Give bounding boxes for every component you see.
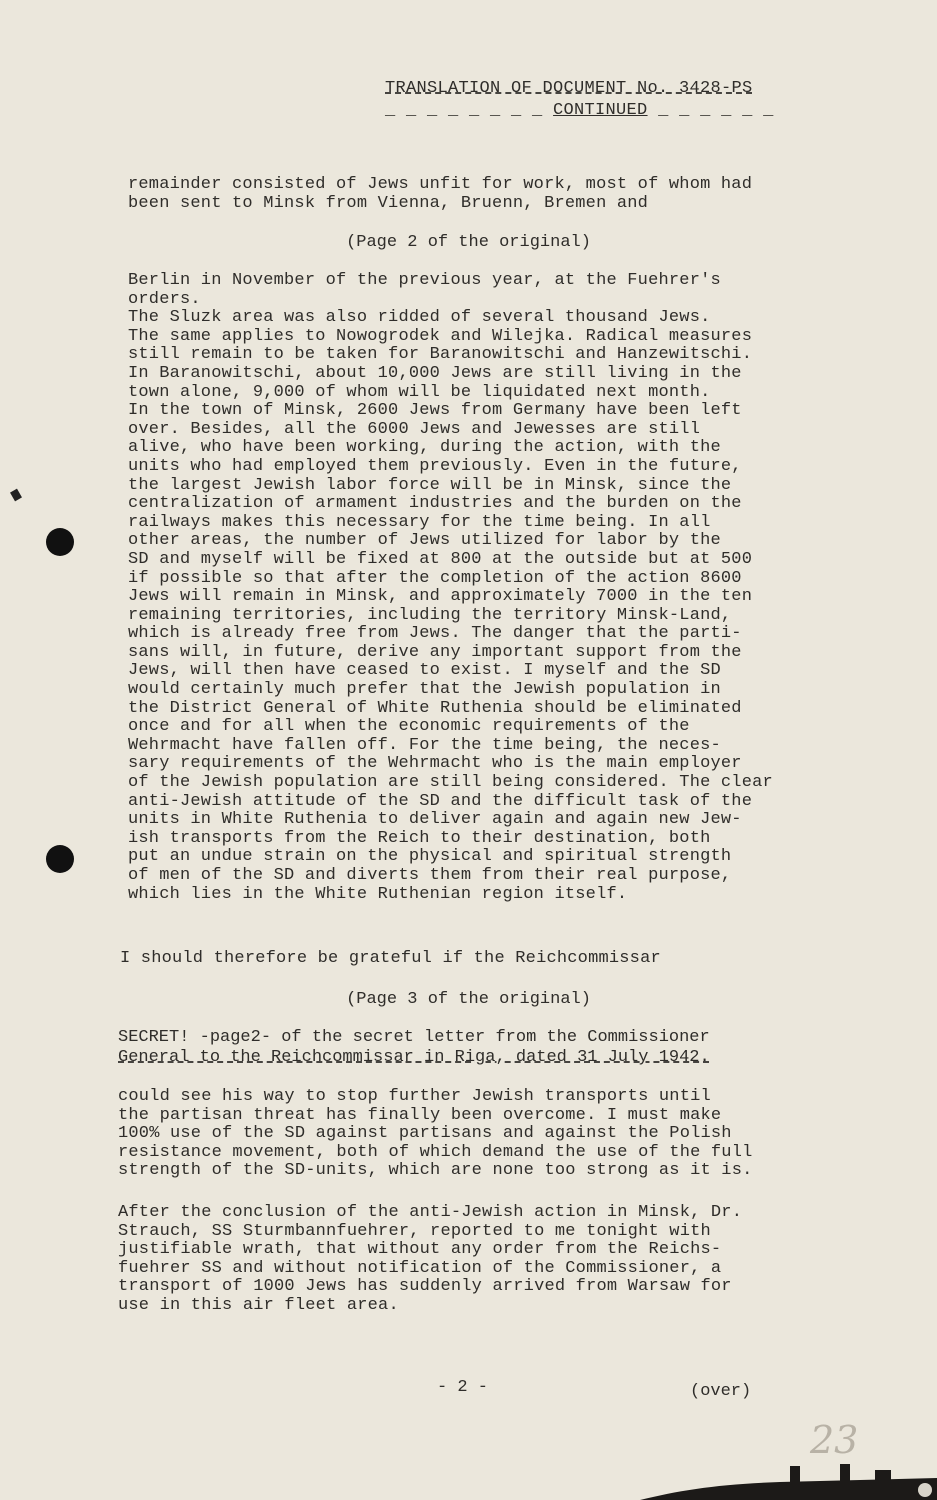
text-line: alive, who have been working, during the action, with the [128, 438, 721, 458]
text-line: The same applies to Nowogrodek and Wilejka. Radical measures [128, 326, 753, 346]
text-line: Jews will remain in Minsk, and approximately 7000 in the ten [128, 587, 753, 607]
secret-line-2: General to the Reichcommissar in Riga, dated 31 July 1942. [118, 1048, 710, 1067]
text-line: been sent to Minsk from Vienna, Bruenn, Bremen and [128, 194, 649, 213]
text-line: anti-Jewish attitude of the SD and the difficult task of the [128, 791, 753, 811]
text-line: Strauch, SS Sturmbannfuehrer, reported to me tonight with [118, 1221, 711, 1241]
binding-edge [640, 1460, 937, 1500]
ink-mark [10, 489, 22, 502]
text-line: which lies in the White Ruthenian region itself. [128, 884, 628, 904]
page-2-marker: (Page 2 of the original) [346, 233, 591, 252]
paragraph-4 [118, 1088, 833, 1181]
document-subtitle-line [385, 100, 795, 122]
punch-hole-lower [46, 845, 74, 873]
punch-hole-upper [46, 528, 74, 556]
text-line: of the Jewish population are still being considered. The clear [128, 773, 773, 793]
text-line: the District General of White Ruthenia should be eliminated [128, 698, 742, 718]
handwritten-number: 23 [810, 1418, 859, 1462]
continued-label: CONTINUED [553, 101, 648, 120]
over-note: (over) [690, 1382, 752, 1401]
text-line: the partisan threat has finally been overcome. I must make [118, 1105, 722, 1125]
text-line: over. Besides, all the 6000 Jews and Jewesses are still [128, 419, 701, 439]
text-line: strength of the SD-units, which are none too strong as it is. [118, 1161, 753, 1181]
paragraph-3: I should therefore be grateful if the Reichcommissar [120, 949, 661, 968]
text-line: Jews, will then have ceased to exist. I myself and the SD [128, 661, 721, 681]
dashes-right: _ _ _ _ _ _ [658, 101, 774, 120]
page-3-marker: (Page 3 of the original) [346, 990, 591, 1009]
text-line: still remain to be taken for Baranowitschi and Hanzewitschi. [128, 345, 753, 365]
text-line: put an undue strain on the physical and spiritual strength [128, 847, 732, 867]
text-line: 100% use of the SD against partisans and against the Polish [118, 1124, 732, 1144]
text-line: fuehrer SS and without notification of the Commissioner, a [118, 1258, 722, 1278]
dashes-left: _ _ _ _ _ _ _ _ [385, 101, 543, 120]
text-line: which is already free from Jews. The danger that the parti- [128, 624, 742, 644]
text-line: would certainly much prefer that the Jewish population in [128, 680, 721, 700]
text-line: sans will, in future, derive any important support from the [128, 642, 742, 662]
secret-line-1: SECRET! -page2- of the secret letter from the Commissioner [118, 1028, 710, 1047]
text-line: remaining territories, including the territory Minsk-Land, [128, 605, 732, 625]
text-line: of men of the SD and diverts them from their real purpose, [128, 866, 732, 885]
text-line: units who had employed them previously. Even in the future, [128, 456, 742, 476]
text-line: use in this air fleet area. [118, 1295, 399, 1315]
text-line: other areas, the number of Jews utilized for labor by the [128, 531, 721, 551]
document-header [385, 78, 795, 122]
text-line: In the town of Minsk, 2600 Jews from Germany have been left [128, 401, 742, 421]
paragraph-5 [118, 1204, 833, 1316]
text-line: sary requirements of the Wehrmacht who is the main employer [128, 754, 742, 774]
paragraph-1 [128, 175, 843, 213]
text-line: the largest Jewish labor force will be in Minsk, since the [128, 475, 732, 495]
text-line: could see his way to stop further Jewish transports until [118, 1087, 711, 1106]
text-line: orders. [128, 289, 201, 309]
text-line: Berlin in November of the previous year, at the Fuehrer's [128, 271, 721, 290]
text-line: town alone, 9,000 of whom will be liquidated next month. [128, 382, 711, 402]
text-line: units in White Ruthenia to deliver again and again new Jew- [128, 810, 742, 830]
text-line: ish transports from the Reich to their destination, both [128, 828, 711, 848]
text-line: transport of 1000 Jews has suddenly arrived from Warsaw for [118, 1277, 732, 1297]
text-line: justifiable wrath, that without any order from the Reichs- [118, 1240, 722, 1260]
text-line: railways makes this necessary for the time being. In all [128, 512, 711, 532]
secret-header [118, 1028, 838, 1068]
text-line: In Baranowitschi, about 10,000 Jews are still living in the [128, 363, 742, 383]
text-line: SD and myself will be fixed at 800 at the outside but at 500 [128, 549, 753, 569]
text-line: resistance movement, both of which demand the use of the full [118, 1142, 753, 1162]
text-line: The Sluzk area was also ridded of several thousand Jews. [128, 308, 711, 328]
text-line: if possible so that after the completion of the action 8600 [128, 568, 742, 588]
page-number: - 2 - [437, 1378, 489, 1397]
text-line: once and for all when the economic requirements of the [128, 717, 690, 737]
text-line: After the conclusion of the anti-Jewish action in Minsk, Dr. [118, 1203, 743, 1222]
paragraph-2 [128, 272, 843, 904]
document-title: TRANSLATION OF DOCUMENT No. 3428-PS [385, 79, 753, 98]
text-line: centralization of armament industries and the burden on the [128, 494, 742, 514]
text-line: Wehrmacht have fallen off. For the time being, the neces- [128, 735, 721, 755]
text-line: remainder consisted of Jews unfit for work, most of whom had [128, 175, 753, 194]
